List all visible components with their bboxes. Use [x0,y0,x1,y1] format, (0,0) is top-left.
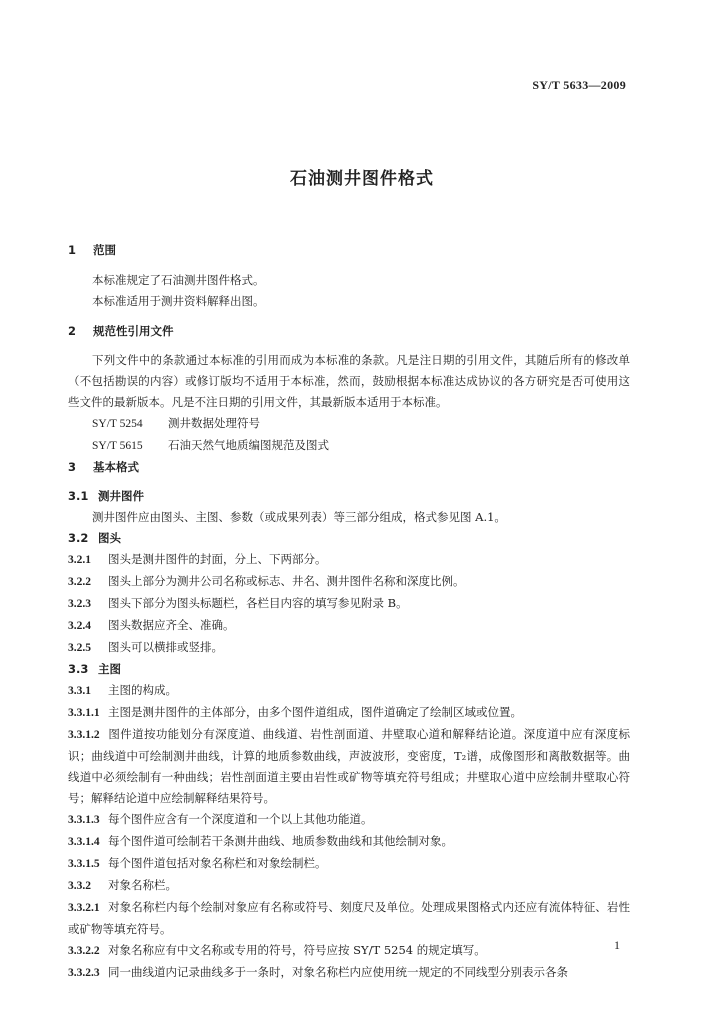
clause-item [68,615,630,637]
section-heading [68,457,630,478]
section-number: 3 [68,460,77,474]
clause-text: 图头是测井图件的封面，分上、下两部分。 [108,552,327,566]
paragraph: 测井图件应由图头、主图、参数（或成果列表）等三部分组成，格式参见图 A.1。 [92,510,506,524]
reference-item [68,413,630,435]
clause-item [68,809,630,831]
clause-number: 3.3.2 [68,880,91,892]
subsection-number: 3.3 [68,662,89,676]
clause-text: 对象名称栏。 [108,878,177,892]
paragraph: 本标准规定了石油测井图件格式。 [92,273,265,287]
subsection-number: 3.1 [68,489,89,503]
clause-text: 图头上部分为测井公司名称或标志、井名、测井图件名称和深度比例。 [108,574,465,588]
clause-number: 3.2.2 [68,576,91,588]
clause-text: 图头可以横排或竖排。 [108,640,223,654]
reference-title: 石油天然气地质编图规范及图式 [168,438,329,452]
clause-number: 3.3.2.1 [68,902,100,914]
section-title: 规范性引用文件 [93,324,174,338]
clause-number: 3.2.1 [68,554,91,566]
clause-item [68,680,630,702]
clause-number: 3.3.2.3 [68,967,100,979]
subsection-heading [68,659,630,680]
clause-number: 3.3.1.3 [68,814,100,826]
clause-number: 3.3.1 [68,685,91,697]
subsection-title: 图头 [98,531,121,545]
page-number: 1 [614,938,620,952]
clause-text: 每个图件道包括对象名称栏和对象绘制栏。 [108,856,327,870]
clause-item [68,593,630,615]
reference-code: SY/T 5615 [92,440,143,452]
clause-number: 3.2.5 [68,642,91,654]
clause-item [68,853,630,875]
clause-item [68,962,630,984]
clause-item [68,549,630,571]
clause-number: 3.2.3 [68,598,91,610]
clause-item [68,897,630,940]
clause-text: 每个图件应含有一个深度道和一个以上其他功能道。 [108,812,373,826]
reference-code: SY/T 5254 [92,418,143,430]
clause-text: 图件道按功能划分有深度道、曲线道、岩性剖面道、井壁取心道和解释结论道。深度道中应有深度标识；曲线道中可绘制测井曲线，计算的地质参数曲线，声波波形，变密度，T₂谱，成像图形和离散数据等。曲线道中必须绘制有一种曲线；岩性剖面道主要由岩性或矿物等填充符号组成；井壁取心道中应绘制井壁取心符号；解释结论道中应绘制解释结果符号。 [68,727,630,805]
section-number: 2 [68,324,77,338]
section-basic-format [68,457,630,478]
clause-number: 3.3.1.4 [68,836,100,848]
clause-text: 主图的构成。 [108,683,177,697]
clause-text: 图头数据应齐全、准确。 [108,618,235,632]
clause-item [68,571,630,593]
scope-body [68,270,630,312]
clause-item [68,831,630,853]
clause-item [68,637,630,659]
clause-text: 同一曲线道内记录曲线多于一条时，对象名称栏内应使用统一规定的不同线型分别表示各条 [108,965,568,979]
section-heading [68,240,630,261]
clause-item [68,875,630,897]
clause-item [68,702,630,724]
clause-text: 图头下部分为图头标题栏，各栏目内容的填写参见附录 B。 [108,596,408,610]
clause-text: 主图是测井图件的主体部分，由多个图件道组成，图件道确定了绘制区域或位置。 [108,705,522,719]
clause-item [68,724,630,809]
subsection-title: 主图 [98,662,121,676]
section-number: 1 [68,243,77,257]
section-title: 基本格式 [93,460,139,474]
standard-code: SY/T 5633—2009 [532,78,626,92]
section-3-body [68,486,630,984]
clause-number: 3.3.2.2 [68,945,100,957]
subsection-heading [68,486,630,507]
section-normative-references [68,321,630,342]
clause-text: 对象名称栏内每个绘制对象应有名称或符号、刻度尺及单位。处理成果图格式内还应有流体特征、岩性或矿物等填充符号。 [68,900,630,936]
clause-item [68,940,630,962]
subsection-heading [68,528,630,549]
paragraph: 下列文件中的条款通过本标准的引用而成为本标准的条款。凡是注日期的引用文件，其随后所有的修改单（不包括勘误的内容）或修订版均不适用于本标准，然而，鼓励根据本标准达成协议的各方研究是否可使用这些文件的最新版本。凡是不注日期的引用文件，其最新版本适用于本标准。 [68,353,630,409]
clause-number: 3.3.1.2 [68,729,100,741]
subsection-title: 测井图件 [98,489,144,503]
reference-title: 测井数据处理符号 [168,416,260,430]
paragraph: 本标准适用于测井资料解释出图。 [92,294,265,308]
clause-number: 3.2.4 [68,620,91,632]
subsection-number: 3.2 [68,531,89,545]
document-title: 石油测井图件格式 [290,169,434,189]
clause-text: 对象名称应有中文名称或专用的符号，符号应按 SY/T 5254 的规定填写。 [108,943,486,957]
clause-number: 3.3.1.1 [68,707,100,719]
clause-number: 3.3.1.5 [68,858,100,870]
section-title: 范围 [93,243,116,257]
section-heading [68,321,630,342]
section-scope [68,240,630,261]
clause-text: 每个图件道可绘制若干条测井曲线、地质参数曲线和其他绘制对象。 [108,834,453,848]
reference-item [68,435,630,457]
references-body [68,350,630,457]
